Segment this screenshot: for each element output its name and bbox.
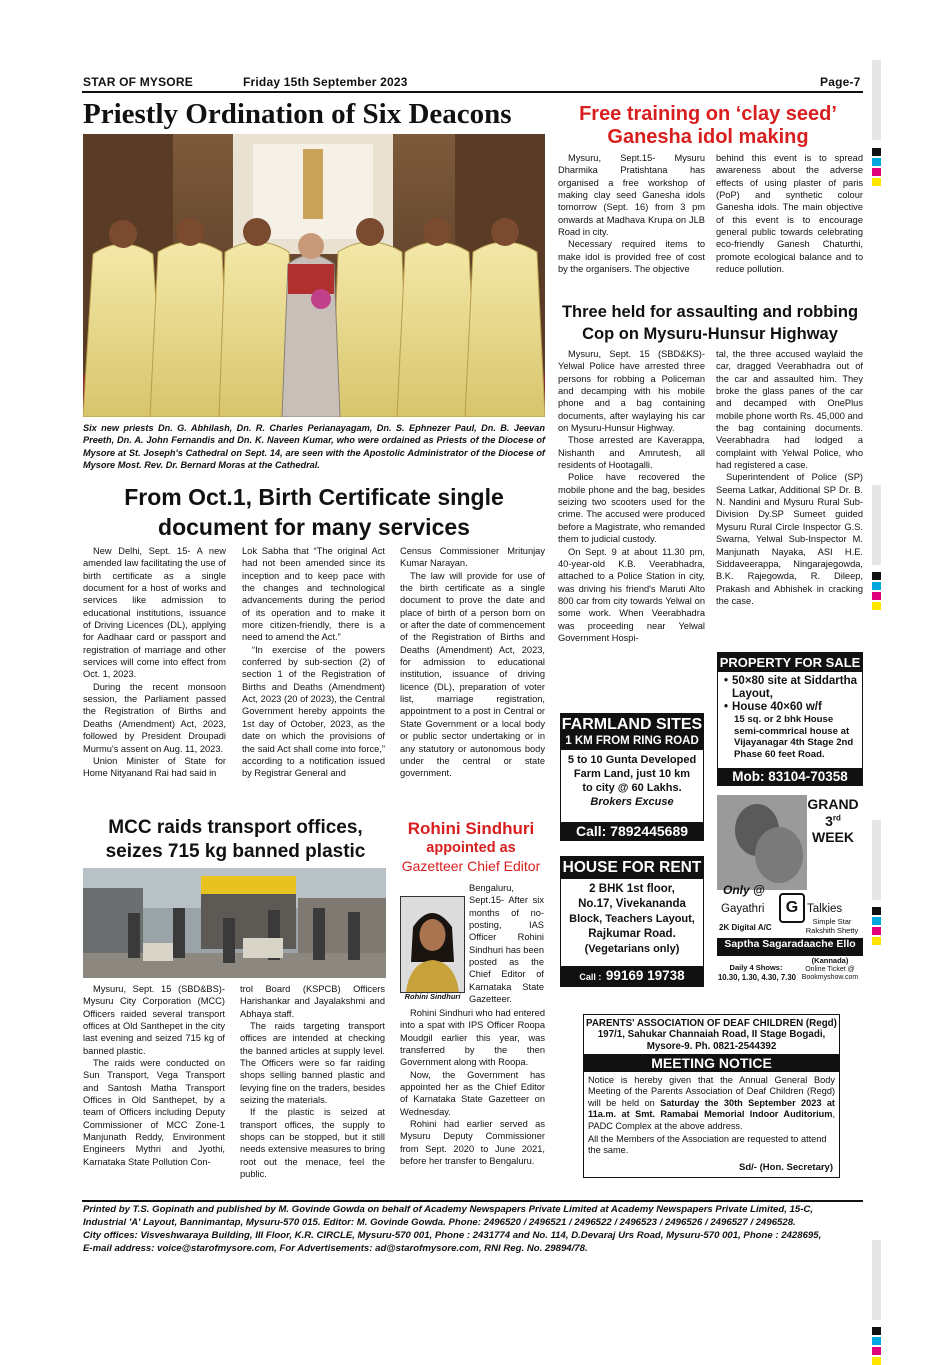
- rohini-headline-1: Rohini Sindhuri: [407, 819, 535, 838]
- paragraph: The law will provide for use of the birth certificate as a single document to prove the date and place of birth of a person born on or after the date of commencement of the Registration of Births and Deaths (Amendment) Act, 2023, for admission to educational institution, issuance of driving licence (DL), preparation of voter list, marriage registration, appointment to a post in Central or State Government or a local body or public sector undertaking or in any statutory or autonomous body under the central or state government.: [400, 570, 545, 779]
- bullet-icon: •: [724, 675, 729, 687]
- house-ad-line-3: Block, Teachers Layout,: [569, 913, 695, 925]
- notice-sign: Sd/- (Hon. Secretary): [739, 1161, 833, 1173]
- notice-address-1: 197/1, Sahukar Channaiah Road, II Stage Bogadi,: [597, 1029, 826, 1040]
- notice-org: PARENTS' ASSOCIATION OF DEAF CHILDREN (Regd): [586, 1018, 837, 1029]
- ganesha-headline-1: Free training on ‘clay seed’: [579, 103, 837, 125]
- birth-headline-2: document for many services: [158, 514, 470, 540]
- property-ad-item-1: • 50×80 site at Siddartha Layout,: [724, 675, 857, 700]
- rohini-body: [400, 1007, 545, 1191]
- movie-ad-title: Saptha Sagaradaache Ello: [724, 938, 856, 950]
- paragraph: Those arrested are Kaverappa, Nishanth and Amrutesh, all residents of Hootagalli.: [558, 435, 705, 471]
- mcc-col-1: [83, 983, 225, 1189]
- house-ad-phone: Call : 99169 19738: [561, 966, 703, 986]
- gayathri-logo-icon: G: [779, 893, 805, 923]
- house-ad: [560, 856, 704, 987]
- issue-date: Friday 15th September 2023: [243, 75, 408, 89]
- birth-col-1: [83, 545, 226, 810]
- notice-para-2: All the Members of the Association are requested to attend the same.: [588, 1134, 827, 1156]
- movie-ad-language: (Kannada): [811, 956, 849, 965]
- movie-ad-week: 3rd WEEK: [812, 813, 854, 845]
- header-rule: [82, 91, 863, 93]
- house-ad-title: HOUSE FOR RENT: [561, 857, 703, 879]
- cop-col-1: [558, 348, 705, 706]
- rohini-headline-2: appointed as: [426, 840, 516, 856]
- paragraph: Rohini had earlier served as Mysuru Deputy Commissioner from Sept. 2020 to June 2021, before her transfer to Bengaluru.: [400, 1119, 545, 1167]
- footer-line-1: Printed by T.S. Gopinath and published by M. Govinde Gowda on behalf of Academy Newspapers Private Limited at Academy Newspapers Private Limited, 15-C,: [83, 1204, 813, 1215]
- rohini-headline-3: Gazetteer Chief Editor: [401, 858, 541, 874]
- paragraph: Mysuru, Sept. 15 (SBD&BS)- Mysuru City Corporation (MCC) Officers raided several transport offices at Old Santhepet in the city last evening and seized 715 kg of banned plastic.: [83, 984, 225, 1056]
- footer-line-3: City offices: Visveshwaraya Building, III Floor, K.R. CIRCLE, Mysuru-570 001, Phone : 2431774 and No. 114, D.Devaraj Urs Road, Mysuru-570 001, Phone : 2428695,: [83, 1230, 822, 1241]
- property-ad-phone: Mob: 83104-70358: [718, 768, 862, 785]
- ganesha-headline-2: Ganesha idol making: [607, 126, 809, 148]
- deacons-photo: [83, 134, 545, 417]
- paragraph: Rohini Sindhuri who had entered into a spat with IPS Officer Roopa Moudgil earlier this year, was transferred by the then Government along with Roopa.: [400, 1008, 545, 1068]
- rohini-photo-caption: Rohini Sindhuri: [404, 992, 461, 1001]
- paragraph: The raids targeting transport offices are intended at checking the banned articles at supply level. The Officers were so far raiding shops selling banned plastic and levying fine on the traders, besides seizing the materials.: [240, 1021, 385, 1106]
- house-ad-line-2: No.17, Vivekananda: [578, 898, 686, 910]
- property-ad-item-2-detail: 15 sq. or 2 bhk House semi-commrical house at Vijayanagar 4th Stage 2nd Phase 60 feet Road.: [734, 714, 854, 760]
- meeting-notice-ad: [583, 1014, 840, 1178]
- farmland-ad-phone: Call: 7892445689: [561, 822, 703, 840]
- cop-headline-1: Three held for assaulting and robbing: [561, 303, 859, 321]
- cop-headline-2: Cop on Mysuru-Hunsur Highway: [582, 325, 838, 343]
- paragraph: If the plastic is seized at transport offices, the supply to shops can be stopped, but it still needs extensive measures to bring root out the menace, feel the public.: [240, 1107, 385, 1180]
- rohini-intro: Bengaluru, Sept.15- After six months of no-posting, IAS Officer Rohini Sindhuri has been posted as the Chief Editor of Karnataka State Gazetteer.: [469, 883, 544, 1004]
- footer-rule: [82, 1200, 863, 1202]
- paragraph: Mysuru, Sept. 15 (SBD&KS)- Yelwal Police have arrested three persons for robbing a Policeman and decamping with his mobile phone and a bag containing documents, after waylaying his car on Mysuru-Hunsur Highway.: [558, 349, 705, 434]
- paragraph: Police have recovered the mobile phone and the bag, besides seizing two scooters used for the crime. The accused were produced before a Magistrate, who remanded them to judicial custody.: [558, 472, 705, 545]
- paragraph: Necessary required items to make idol is provided free of cost by the organisers. The objective: [558, 239, 705, 275]
- movie-ad-theatre-1: Gayathri: [721, 903, 765, 915]
- rohini-photo: [400, 896, 465, 993]
- movie-ad-online: Online Ticket @ Bookmyshow.com: [801, 966, 859, 981]
- notice-address-2: Mysore-9. Ph. 0821-2544392: [646, 1041, 777, 1052]
- paragraph: Census Commissioner Mritunjay Kumar Narayan.: [400, 546, 545, 569]
- birth-headline-1: From Oct.1, Birth Certificate single: [124, 484, 504, 510]
- ganesha-col-1: [558, 152, 705, 294]
- house-ad-line-4: Rajkumar Road.: [588, 928, 676, 940]
- paragraph: Lok Sabha that “The original Act had not been amended since its inception and to keep pace with the changes and technological advancements during the period of its operation and to make it more citizen-friendly, there is a need to amend the Act.”: [242, 546, 385, 643]
- paragraph: Union Minister of State for Home Nityanand Rai had said in: [83, 755, 226, 779]
- farmland-ad-line-1: 5 to 10 Gunta Developed: [567, 754, 697, 766]
- mcc-col-2: [240, 983, 385, 1189]
- bullet-icon: •: [724, 701, 729, 713]
- paragraph: tal, the three accused waylaid the car, dragged Veerabhadra out of the car and assaulted him. They broke the glass panes of the car and decamped with OnePlus mobile phone worth Rs. 45,000 and the bag containing documents. Veerabhadra had lodged a complaint with Yelwal Police, who had registered a case.: [716, 349, 863, 471]
- house-ad-line-5: (Vegetarians only): [584, 943, 680, 955]
- footer-imprint: [83, 1203, 868, 1255]
- notice-title: MEETING NOTICE: [584, 1054, 839, 1072]
- farmland-ad-title: FARMLAND SITES 1 KM FROM RING ROAD: [561, 714, 703, 750]
- farmland-ad: [560, 713, 704, 841]
- farmland-ad-line-4: Brokers Excuse: [590, 796, 674, 808]
- mcc-headline-2: seizes 715 kg banned plastic: [105, 841, 366, 862]
- cop-col-2: [716, 348, 863, 646]
- mcc-headline-1: MCC raids transport offices,: [108, 817, 363, 838]
- property-ad-title: PROPERTY FOR SALE: [719, 655, 861, 670]
- birth-col-3: [400, 545, 545, 810]
- movie-ad: [717, 795, 863, 987]
- footer-line-2: Industrial 'A' Layout, Bannimantap, Mysuru-570 015. Editor: M. Govinde Gowda. Phone: 2496520 / 2496521 / 2496522 / 2496523 / 2496526 / 2496527 / 2496528.: [83, 1217, 796, 1228]
- movie-ad-shows: 10.30, 1.30, 4.30, 7.30: [717, 973, 797, 982]
- paragraph: During the recent monsoon session, the Parliament passed the Registration of Births and Deaths (Amendment) Act, 2023, followed by President Droupadi Murmu's assent on Aug. 11, 2023.: [83, 681, 226, 754]
- paragraph: trol Board (KSPCB) Officers Harishankar and Jayalakshmi and Abhaya staff.: [240, 984, 385, 1019]
- paragraph: Mysuru, Sept.15- Mysuru Dharmika Pratishtana has organised a free workshop of making clay seed Ganesha idols tomorrow (Sept. 16) from 3 pm onwards at Madhava Krupa on JLB Road in city.: [558, 153, 705, 238]
- right-margin-strip: [872, 60, 882, 1330]
- paragraph: Superintendent of Police (SP) Seema Latkar, Additional SP Dr. B. N. Nandini and Mysuru Rural Sub-Division Dy.SP Sumeet guided Mysuru Rural Circle Inspector G.S. Swarna, Yelwal Sub-Inspector M. Manjunath Nayaka, ASI H.E. Siddaveerappa, Ningarajegowda, B.K. Rajegowda, R. Dileep, Prakash and Abhishek in cracking the case.: [716, 472, 863, 606]
- house-ad-line-1: 2 BHK 1st floor,: [589, 883, 675, 895]
- movie-ad-shows-label: Daily 4 Shows:: [729, 963, 783, 972]
- masthead: STAR OF MYSORE: [83, 75, 193, 89]
- paragraph: Now, the Government has appointed her as the Chief Editor of Karnataka State Gazetteer on Wednesday.: [400, 1069, 545, 1117]
- deacons-headline: Priestly Ordination of Six Deacons: [83, 98, 512, 130]
- farmland-ad-line-3: to city @ 60 Lakhs.: [582, 782, 682, 794]
- movie-ad-star: Simple Star Rakshith Shetty: [805, 917, 859, 935]
- page-number: Page-7: [820, 75, 861, 89]
- birth-col-2: [242, 545, 385, 810]
- paragraph: behind this event is to spread awareness about the adverse effects of using plaster of paris (PoP) and synthetic colour Ganesha idols. The main objective of this event is to encourage general public towards celebrating eco-friendly Ganesh Chaturthi, promote ecological balance and to reduce pollution.: [716, 153, 863, 275]
- paragraph: The raids were conducted on Sun Transport, Vega Transport and Santosh Matha Transport Offices in Old Santhepet, by a team of Officers including Deputy Commissioner of MCC Zone-1 Manjunath Reddy, Environment Engineers Mythri and Jyothi, Karnataka State Pollution Con-: [83, 1058, 225, 1167]
- paragraph: “In exercise of the powers conferred by sub-section (2) of section 1 of the Registration of Births and Deaths (Amendment) Act, 2023 (20 of 2023), the Central Government hereby appoints the 1st day of October, 2023, as the date on which the provisions of the said Act shall come into force,” according to a notification issued by Registrar General and: [242, 644, 385, 779]
- deacons-caption: Six new priests Dn. G. Abhilash, Dn. R. Charles Perianayagam, Dn. S. Ephnezer Paul, Dn. B. Jeevan Preeth, Dn. A. John Fernandis and Dn. K. Naveen Kumar, who were ordained as Priests of the Diocese of Mysore at St. Joseph's Cathedral on Sept. 14, are seen with the Apostolic Administrator of the Diocese of Mysore Most. Rev. Dr. Bernard Moras at the Cathedral.: [83, 423, 545, 470]
- movie-ad-theatre-2: Talkies: [807, 903, 843, 915]
- ganesha-col-2: [716, 152, 863, 294]
- movie-ad-only: Only @: [723, 883, 765, 897]
- footer-line-4: E-mail address: voice@starofmysore.com, For Advertisements: ad@starofmysore.com, RNI Reg. No. 29894/78.: [83, 1243, 588, 1254]
- movie-ad-grand: GRAND: [807, 796, 859, 812]
- farmland-ad-line-2: Farm Land, just 10 km: [573, 768, 691, 780]
- notice-para-1: Notice is hereby given that the Annual General Body Meeting of the Parents Association of Deaf Children (Regd) will be held on Saturday the 30th September 2023 at 11a.m. at Smt. Ramabai Memorial Indoor Auditorium, PADC Complex at the above address.: [588, 1075, 835, 1131]
- property-ad: [717, 652, 863, 786]
- paragraph: On Sept. 9 at about 11.30 pm, 40-year-old K.B. Veerabhadra, attached to a Police Station in city, was driving his friend's Maruti Alto 800 car from city towards Yelwal on some work. When Veerabhadra was proceeding near Yelwal Government Hospi-: [558, 546, 705, 643]
- paragraph: New Delhi, Sept. 15- A new amended law facilitating the use of birth certificate as a single document for a host of works and services like admission to educational institutions, issuance of Driving Licences (DL), applying for Aadhaar card or passport and registration of marriage and other services will come into effect from Oct. 1, 2023.: [83, 546, 226, 680]
- movie-ad-tech: 2K Digital A/C: [719, 923, 772, 932]
- mcc-photo: [83, 868, 386, 978]
- property-ad-item-2: • House 40×60 w/f: [724, 701, 822, 713]
